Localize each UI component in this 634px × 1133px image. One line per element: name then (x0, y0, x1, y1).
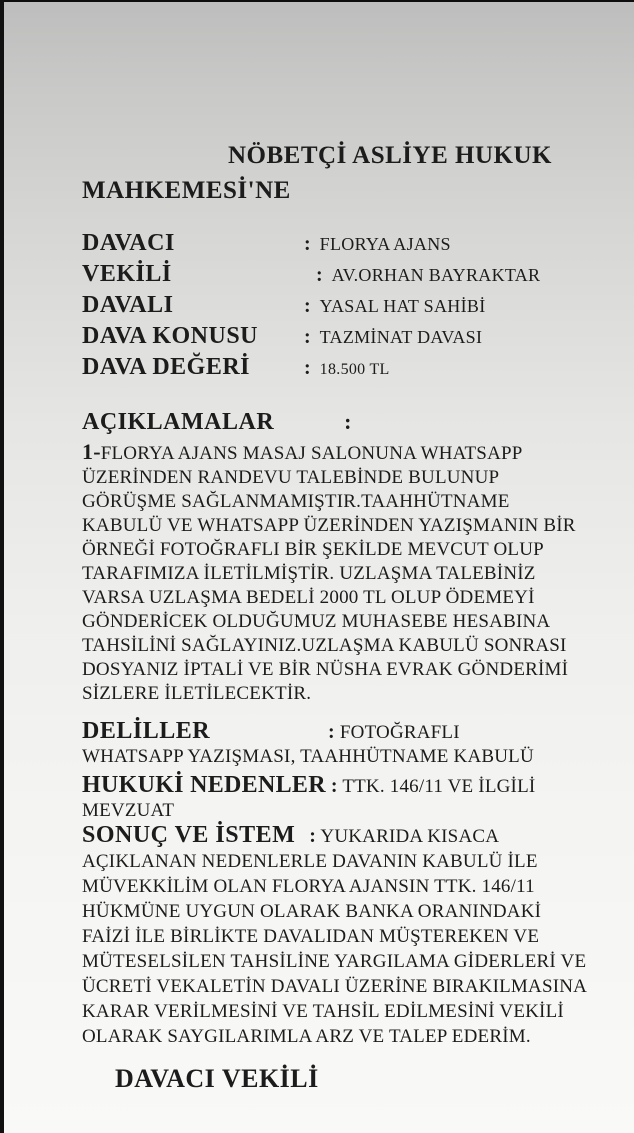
party-label: VEKİLİ (82, 261, 172, 287)
colon-separator: : (304, 295, 311, 317)
deliller-label: DELİLLER (82, 718, 211, 744)
party-value: FLORYA AJANS (319, 234, 451, 254)
party-label: DAVACI (82, 230, 175, 256)
court-title-line2: MAHKEMESİ'NE (82, 177, 291, 204)
colon-separator: : (330, 775, 338, 797)
colon-separator: : (309, 825, 317, 847)
colon-separator: : (304, 326, 311, 348)
court-title-line1: NÖBETÇİ ASLİYE HUKUK (228, 142, 552, 169)
party-row-vekili (82, 259, 589, 290)
deliller-paragraph (82, 719, 589, 769)
party-value: 18.500 TL (319, 361, 390, 378)
court-title (82, 138, 589, 208)
party-row-davali (82, 290, 589, 321)
party-row-dava-degeri (82, 352, 589, 385)
deliller-value-line1: FOTOĞRAFLI (339, 722, 460, 743)
list-item-number: 1- (82, 439, 101, 464)
parties-block (82, 228, 589, 385)
colon-separator: : (304, 233, 311, 255)
sonuc-ve-istem-label: SONUÇ VE İSTEM (82, 822, 296, 848)
party-label: DAVA KONUSU (82, 323, 258, 349)
party-value: AV.ORHAN BAYRAKTAR (331, 265, 541, 285)
aciklamalar-heading (82, 406, 589, 438)
aciklamalar-body-text: FLORYA AJANS MASAJ SALONUNA WHATSAPP ÜZERİNDEN RANDEVU TALEBİNDE BULUNUP GÖRÜŞME SAĞLANMAMIŞTIR.TAAHHÜTNAME KABULÜ VE WHATSAPP ÜZERİNDEN YAZIŞMANIN BİR ÖRNEĞİ FOTOĞRAFLI BİR ŞEKİLDE MEVCUT OLUP TARAFIMIZA İLETİLMİŞTİR. UZLAŞMA TALEBİNİZ VARSA UZLAŞMA BEDELİ 2000 TL OLUP ÖDEMEYİ GÖNDERİCEK OLDUĞUMUZ MUHASEBE HESABINA TAHSİLİNİ SAĞLAYINIZ.UZLAŞMA KABULÜ SONRASI DOSYANIZ İPTALİ VE BİR NÜSHA EVRAK GÖNDERİMİ SİZLERE İLETİLECEKTİR. (82, 443, 576, 704)
hukuki-nedenler-paragraph (82, 773, 589, 823)
sonuc-ve-istem-value: YUKARIDA KISACA AÇIKLANAN NEDENLERLE DAVANIN KABULÜ İLE MÜVEKKİLİM OLAN FLORYA AJANSIN TTK. 146/11 HÜKMÜNE UYGUN OLARAK BANKA ORANINDAKİ FAİZİ İLE BİRLİKTE DAVALIDAN MÜŞTEREKEN VE MÜTESELSİLEN TAHSİLİNE YARGILAMA GİDERLERİ VE ÜCRETİ VEKALETİN DAVALI ÜZERİNE BIRAKILMASINA KARAR VERİLMESİNİ VE TAHSİL EDİLMESİNİ VEKİLİ OLARAK SAYGILARIMLA ARZ VE TALEP EDERİM. (82, 826, 587, 1047)
section-heading-text: AÇIKLAMALAR (82, 409, 275, 435)
colon-separator: : (316, 264, 323, 286)
hukuki-nedenler-label: HUKUKİ NEDENLER (82, 772, 326, 798)
signature-line: DAVACI VEKİLİ (115, 1064, 319, 1093)
party-row-dava-konusu (82, 321, 589, 352)
party-row-davaci (82, 228, 589, 259)
party-value: YASAL HAT SAHİBİ (319, 296, 486, 316)
colon-separator: : (328, 721, 335, 743)
party-label: DAVA DEĞERİ (82, 354, 251, 380)
colon-separator: : (304, 357, 311, 379)
hukuki-nedenler-value: TTK. 146/11 VE İLGİLİ MEVZUAT (82, 776, 536, 821)
deliller-value-rest: WHATSAPP YAZIŞMASI, TAAHHÜTNAME KABULÜ (82, 746, 534, 767)
party-value: TAZMİNAT DAVASI (319, 327, 483, 347)
party-label: DAVALI (82, 292, 174, 318)
aciklamalar-paragraph (82, 440, 589, 706)
colon-separator: : (344, 409, 352, 434)
sonuc-ve-istem-paragraph (82, 823, 589, 1049)
